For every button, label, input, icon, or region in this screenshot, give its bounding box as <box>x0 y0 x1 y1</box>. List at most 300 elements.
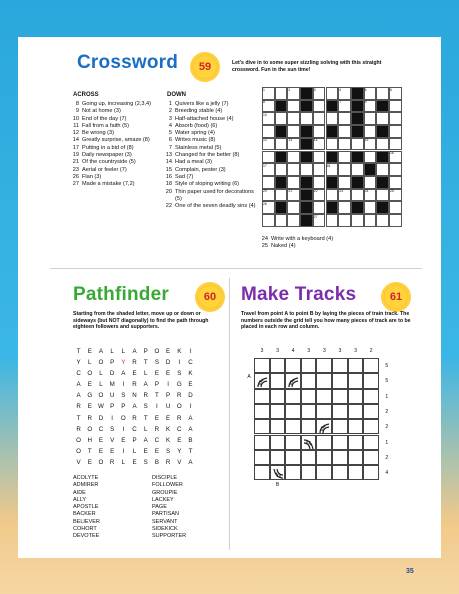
crossword-block <box>351 151 364 164</box>
pathfinder-letter[interactable]: K <box>166 425 171 433</box>
crossword-cell[interactable] <box>313 125 326 138</box>
track-cell[interactable] <box>301 419 317 434</box>
pathfinder-letter[interactable]: R <box>132 414 137 422</box>
crossword-cell[interactable] <box>313 201 326 214</box>
crossword-cell[interactable] <box>313 163 326 176</box>
track-cell[interactable] <box>363 389 379 404</box>
pathfinder-letter[interactable]: C <box>154 436 160 444</box>
crossword-cell[interactable] <box>338 201 351 214</box>
track-cell[interactable] <box>348 435 364 450</box>
pathfinder-letter[interactable]: G <box>87 392 93 400</box>
crossword-cell[interactable] <box>389 100 402 113</box>
crossword-cell[interactable] <box>376 138 389 151</box>
clue-item <box>161 116 260 123</box>
pathfinder-letter[interactable]: L <box>121 348 126 355</box>
crossword-cell[interactable] <box>326 214 339 227</box>
crossword-cell[interactable] <box>326 138 339 151</box>
pathfinder-letter[interactable]: A <box>132 348 137 355</box>
maketracks-title: Make Tracks <box>241 284 357 305</box>
crossword-cell[interactable] <box>338 176 351 189</box>
crossword-block <box>275 176 288 189</box>
track-cell[interactable] <box>254 435 270 450</box>
end-label-b: B <box>275 482 280 489</box>
pathfinder-letter[interactable]: I <box>178 359 181 367</box>
pathfinder-letter[interactable]: B <box>154 458 159 466</box>
pathfinder-letter[interactable]: S <box>121 392 126 400</box>
clue-text: Complain, pester (3) <box>175 166 226 173</box>
pathfinder-letter[interactable]: R <box>165 458 171 466</box>
crossword-block <box>326 125 339 138</box>
track-cell[interactable] <box>348 419 364 434</box>
pathfinder-letter[interactable]: A <box>188 414 193 422</box>
crossword-cell[interactable] <box>262 151 275 164</box>
clue-text: End of the day (7) <box>82 115 127 122</box>
crossword-cell[interactable] <box>338 151 351 164</box>
crossword-cell[interactable] <box>275 138 288 151</box>
track-cell[interactable] <box>270 389 286 404</box>
clue-item <box>68 167 160 174</box>
track-cell[interactable] <box>285 358 301 373</box>
pathfinder-letter[interactable]: Y <box>76 359 81 367</box>
crossword-cell[interactable] <box>389 138 402 151</box>
pathfinder-letter[interactable]: R <box>177 414 182 422</box>
clue-item <box>161 152 260 159</box>
track-cell[interactable] <box>348 450 364 465</box>
pathfinder-row <box>73 401 196 412</box>
track-cell[interactable] <box>254 465 270 480</box>
pathfinder-letter[interactable]: P <box>143 348 148 355</box>
pathfinder-letter[interactable]: S <box>154 359 159 367</box>
pathfinder-letter[interactable]: E <box>87 458 92 466</box>
crossword-cell[interactable] <box>313 151 326 164</box>
crossword-cell[interactable] <box>326 87 342 100</box>
track-cell[interactable] <box>332 450 348 465</box>
clue-number: 3 <box>168 115 172 122</box>
track-cell[interactable] <box>316 450 332 465</box>
pathfinder-letter[interactable]: L <box>99 370 103 378</box>
crossword-cell[interactable] <box>262 125 275 138</box>
track-cell[interactable] <box>316 465 332 480</box>
track-cell[interactable] <box>254 450 270 465</box>
pathfinder-letter[interactable]: L <box>88 359 92 367</box>
pathfinder-letter[interactable]: S <box>143 403 148 411</box>
crossword-cell[interactable] <box>287 100 300 113</box>
pathfinder-word: AIDE <box>73 489 86 496</box>
pathfinder-letter[interactable]: O <box>154 348 160 355</box>
pathfinder-letter[interactable]: L <box>121 458 126 466</box>
clue-item <box>68 174 160 181</box>
pathfinder-letter[interactable]: W <box>98 403 104 411</box>
track-cell[interactable] <box>332 358 348 373</box>
pathfinder-letter[interactable]: T <box>87 447 92 455</box>
pathfinder-letter[interactable]: E <box>166 348 171 355</box>
track-cell[interactable] <box>348 465 364 480</box>
crossword-block <box>300 151 313 164</box>
pathfinder-letter[interactable]: O <box>87 425 93 433</box>
pathfinder-letter[interactable]: L <box>110 348 114 355</box>
track-cell[interactable] <box>285 450 301 465</box>
pathfinder-letter[interactable]: O <box>98 458 104 466</box>
crossword-cell[interactable] <box>351 138 364 151</box>
pathfinder-letter[interactable]: U <box>109 392 115 400</box>
pathfinder-row <box>73 446 196 457</box>
pathfinder-letter[interactable]: E <box>166 370 171 378</box>
crossword-number: 25 <box>390 189 394 194</box>
pathfinder-letter[interactable]: A <box>76 381 81 389</box>
crossword-cell[interactable] <box>376 214 389 227</box>
track-cell[interactable] <box>332 419 348 434</box>
crossword-cell[interactable] <box>376 163 389 176</box>
track-cell[interactable] <box>363 404 379 419</box>
pathfinder-letter[interactable]: S <box>143 458 148 466</box>
pathfinder-letter[interactable]: Y <box>121 359 126 367</box>
pathfinder-letter[interactable]: E <box>154 447 159 455</box>
pathfinder-letter[interactable]: P <box>132 436 137 444</box>
track-cell[interactable] <box>254 358 270 373</box>
pathfinder-letter[interactable]: S <box>110 425 115 433</box>
pathfinder-letter[interactable]: V <box>110 436 115 444</box>
pathfinder-letter[interactable]: P <box>154 381 159 389</box>
clue-number: 18 <box>165 181 172 188</box>
pathfinder-letter[interactable]: I <box>189 348 192 355</box>
track-cell[interactable] <box>316 404 332 419</box>
crossword-cell[interactable] <box>313 100 326 113</box>
crossword-cell[interactable] <box>364 214 377 227</box>
pathfinder-letter[interactable]: O <box>76 447 81 455</box>
pathfinder-letter[interactable]: O <box>76 436 81 444</box>
crossword-number: 8 <box>263 100 265 105</box>
track-cell[interactable] <box>332 404 348 419</box>
pathfinder-letter[interactable]: E <box>98 447 104 455</box>
crossword-cell[interactable] <box>389 163 402 176</box>
pathfinder-letter[interactable]: O <box>87 370 93 378</box>
crossword-cell[interactable] <box>389 176 402 189</box>
crossword-cell[interactable] <box>364 176 377 189</box>
track-cell[interactable] <box>348 373 364 388</box>
clue-number: 25 <box>261 243 268 250</box>
pathfinder-letter[interactable]: E <box>110 447 115 455</box>
crossword-cell[interactable] <box>389 112 402 125</box>
track-cell[interactable] <box>332 389 348 404</box>
clue-text: Putting in a bid of (8) <box>82 144 134 151</box>
track-cell[interactable] <box>332 435 348 450</box>
pathfinder-letter[interactable]: A <box>143 436 148 444</box>
crossword-cell[interactable] <box>287 151 300 164</box>
pathfinder-letter[interactable]: A <box>143 381 148 389</box>
pathfinder-letter[interactable]: O <box>120 414 126 422</box>
pathfinder-letter[interactable]: R <box>76 403 81 411</box>
track-cell[interactable] <box>332 465 348 480</box>
pathfinder-letter[interactable]: R <box>109 458 115 466</box>
crossword-cell[interactable] <box>389 214 402 227</box>
pathfinder-word: BELIEVER <box>73 518 100 525</box>
pathfinder-letter[interactable]: C <box>98 425 104 433</box>
pathfinder-letter[interactable]: D <box>188 392 193 400</box>
track-cell[interactable] <box>270 358 286 373</box>
pathfinder-letter[interactable]: T <box>143 414 148 422</box>
track-cell[interactable] <box>285 389 301 404</box>
crossword-cell[interactable] <box>300 163 313 176</box>
pathfinder-letter[interactable]: V <box>177 458 182 466</box>
track-cell[interactable] <box>348 389 364 404</box>
track-piece-icon <box>318 421 330 433</box>
pathfinder-letter[interactable]: A <box>188 458 193 466</box>
pathfinder-letter[interactable]: K <box>166 436 171 444</box>
pathfinder-letter[interactable]: R <box>177 392 182 400</box>
crossword-cell[interactable] <box>262 176 275 189</box>
crossword-cell[interactable] <box>287 201 300 214</box>
pathfinder-letter[interactable]: P <box>166 392 171 400</box>
pathfinder-letter[interactable]: P <box>121 403 126 411</box>
pathfinder-letter[interactable]: T <box>76 348 81 355</box>
pathfinder-letter[interactable]: Y <box>177 447 182 455</box>
pathfinder-letter[interactable]: E <box>132 458 137 466</box>
words-right <box>152 475 222 541</box>
pathfinder-letter[interactable]: R <box>154 425 160 433</box>
clue-number: 17 <box>72 144 79 151</box>
pathfinder-letter[interactable]: E <box>177 436 182 444</box>
crossword-number: 17 <box>263 163 267 168</box>
crossword-cell[interactable] <box>338 112 351 125</box>
track-cell[interactable] <box>254 389 270 404</box>
pathfinder-letter[interactable]: I <box>122 425 125 433</box>
crossword-cell[interactable] <box>364 201 377 214</box>
pathfinder-letter[interactable]: E <box>188 381 193 389</box>
crossword-cell[interactable] <box>275 112 288 125</box>
track-cell[interactable] <box>285 419 301 434</box>
pathfinder-letter[interactable]: O <box>176 403 182 411</box>
pathfinder-letter[interactable]: I <box>167 381 169 389</box>
pathfinder-letter[interactable]: E <box>98 436 104 444</box>
crossword-cell[interactable] <box>287 125 300 138</box>
crossword-cell[interactable] <box>275 189 288 202</box>
crossword-cell[interactable] <box>376 87 389 100</box>
pathfinder-letter[interactable]: L <box>143 425 148 433</box>
crossword-cell[interactable] <box>287 214 300 227</box>
track-cell[interactable] <box>270 419 286 434</box>
row-count: 5 <box>385 363 389 369</box>
clue-number: 2 <box>168 108 172 115</box>
pathfinder-letter[interactable]: O <box>98 392 104 400</box>
track-cell[interactable] <box>363 435 379 450</box>
track-cell[interactable] <box>254 419 270 434</box>
column-count: 3 <box>354 348 357 354</box>
pathfinder-letter[interactable]: T <box>76 414 81 422</box>
track-piece-icon <box>256 375 268 387</box>
track-cell[interactable] <box>301 373 317 388</box>
crossword-cell[interactable] <box>338 163 351 176</box>
pathfinder-letter[interactable]: E <box>154 414 159 422</box>
crossword-cell[interactable] <box>338 138 351 151</box>
maketracks-badge: 61 <box>383 284 409 310</box>
pathfinder-letter[interactable]: L <box>99 381 103 389</box>
pathfinder-letter[interactable]: G <box>176 381 182 389</box>
pathfinder-letter[interactable]: C <box>188 359 193 367</box>
pathfinder-letter[interactable]: A <box>121 370 126 378</box>
pathfinder-letter[interactable]: I <box>122 381 125 389</box>
track-cell[interactable] <box>270 435 286 450</box>
track-cell[interactable] <box>363 465 379 480</box>
crossword-cell[interactable] <box>275 214 288 227</box>
track-cell[interactable] <box>301 404 317 419</box>
pathfinder-letter[interactable]: C <box>132 425 137 433</box>
pathfinder-letter[interactable]: M <box>109 381 115 389</box>
crossword-cell[interactable] <box>376 189 389 202</box>
pathfinder-letter[interactable]: R <box>87 414 93 422</box>
across-clues <box>68 101 160 189</box>
crossword-cell[interactable] <box>275 87 291 100</box>
crossword-cell[interactable] <box>287 112 300 125</box>
pathfinder-letter[interactable]: S <box>166 447 171 455</box>
pathfinder-letter[interactable]: D <box>98 414 104 422</box>
pathfinder-letter[interactable]: K <box>177 348 182 355</box>
crossword-cell[interactable] <box>300 112 313 125</box>
track-cell[interactable] <box>285 435 301 450</box>
track-piece-icon <box>287 375 299 387</box>
crossword-cell[interactable] <box>338 125 351 138</box>
clue-text: Writes music (8) <box>175 137 216 144</box>
track-cell[interactable] <box>363 373 379 388</box>
track-cell[interactable] <box>301 389 317 404</box>
track-cell[interactable] <box>270 450 286 465</box>
crossword-cell[interactable] <box>364 112 377 125</box>
track-cell[interactable] <box>316 358 332 373</box>
pathfinder-letter[interactable]: T <box>143 359 148 367</box>
pathfinder-letter[interactable]: S <box>177 370 182 378</box>
crossword-cell[interactable] <box>389 201 402 214</box>
pathfinder-letter[interactable]: A <box>188 425 193 433</box>
pathfinder-letter[interactable]: R <box>143 392 148 400</box>
pathfinder-word: PARTISAN <box>152 511 179 518</box>
pathfinder-letter[interactable]: I <box>122 447 125 455</box>
pathfinder-letter[interactable]: U <box>165 403 171 411</box>
crossword-cell[interactable] <box>313 112 326 125</box>
crossword-cell[interactable] <box>364 125 377 138</box>
crossword-cell[interactable] <box>287 163 300 176</box>
clue-item <box>68 145 160 152</box>
clue-item <box>257 236 407 243</box>
pathfinder-grid <box>73 346 196 468</box>
pathfinder-letter[interactable]: R <box>132 359 137 367</box>
pathfinder-letter[interactable]: V <box>76 458 81 466</box>
down-clues <box>161 101 260 210</box>
pathfinder-letter[interactable]: P <box>110 403 115 411</box>
pathfinder-letter[interactable]: L <box>132 447 137 455</box>
track-cell[interactable] <box>301 450 317 465</box>
pathfinder-letter[interactable]: C <box>177 425 182 433</box>
pathfinder-letter[interactable]: P <box>110 359 115 367</box>
track-cell[interactable] <box>301 465 317 480</box>
pathfinder-letter[interactable]: A <box>98 348 104 355</box>
pathfinder-letter[interactable]: E <box>121 436 126 444</box>
track-cell[interactable] <box>316 389 332 404</box>
crossword-cell[interactable] <box>376 112 389 125</box>
crossword-cell[interactable] <box>326 112 339 125</box>
track-cell[interactable] <box>316 373 332 388</box>
crossword-cell[interactable] <box>275 163 288 176</box>
pathfinder-letter[interactable]: T <box>188 447 193 455</box>
pathfinder-letter[interactable]: N <box>132 392 137 400</box>
pathfinder-letter[interactable]: A <box>132 403 137 411</box>
pathfinder-letter[interactable]: R <box>132 381 137 389</box>
pathfinder-letter[interactable]: E <box>166 414 171 422</box>
crossword-block <box>300 125 313 138</box>
pathfinder-letter[interactable]: T <box>155 392 159 400</box>
track-cell[interactable] <box>254 404 270 419</box>
pathfinder-letter[interactable]: H <box>87 436 93 444</box>
pathfinder-row <box>73 379 196 390</box>
column-count: 3 <box>276 348 279 354</box>
crossword-cell[interactable] <box>326 189 339 202</box>
pathfinder-word: ALLY <box>73 496 87 503</box>
pathfinder-letter[interactable]: I <box>189 403 192 411</box>
track-cell[interactable] <box>348 404 364 419</box>
pathfinder-letter[interactable]: E <box>154 370 159 378</box>
clue-item <box>161 108 260 115</box>
crossword-cell[interactable] <box>287 176 300 189</box>
crossword-cell[interactable] <box>338 214 351 227</box>
clue-item <box>161 203 260 210</box>
track-cell[interactable] <box>270 404 286 419</box>
crossword-number: 27 <box>313 214 318 219</box>
track-cell[interactable] <box>363 450 379 465</box>
pathfinder-letter[interactable]: R <box>76 425 81 433</box>
crossword-number: 20 <box>263 189 267 194</box>
clue-number: 23 <box>72 166 79 173</box>
pathfinder-letter[interactable]: D <box>109 370 115 378</box>
pathfinder-letter[interactable]: D <box>165 359 171 367</box>
crossword-cell[interactable] <box>313 176 326 189</box>
track-cell[interactable] <box>316 435 332 450</box>
row-count: 4 <box>385 470 389 477</box>
clue-item <box>68 116 160 123</box>
pathfinder-letter[interactable]: B <box>188 436 193 444</box>
track-cell[interactable] <box>363 358 379 373</box>
pathfinder-letter[interactable]: E <box>87 348 92 355</box>
crossword-cell[interactable] <box>351 163 364 176</box>
crossword-cell[interactable] <box>364 151 377 164</box>
pathfinder-letter[interactable]: L <box>143 370 148 378</box>
crossword-cell[interactable] <box>351 214 364 227</box>
pathfinder-letter[interactable]: E <box>87 381 92 389</box>
pathfinder-letter[interactable]: I <box>111 414 114 422</box>
clue-item <box>68 159 160 166</box>
crossword-block <box>300 214 313 227</box>
clue-text: Quivers like a jelly (7) <box>175 101 229 107</box>
crossword-number: 23 <box>339 189 343 194</box>
pathfinder-letter[interactable]: E <box>143 447 148 455</box>
track-cell[interactable] <box>301 358 317 373</box>
crossword-number: 9 <box>364 100 367 105</box>
pathfinder-letter[interactable]: O <box>98 359 104 367</box>
track-cell[interactable] <box>363 419 379 434</box>
pathfinder-letter[interactable]: E <box>132 370 137 378</box>
pathfinder-letter[interactable]: C <box>76 370 81 378</box>
pathfinder-letter[interactable]: A <box>76 392 81 400</box>
crossword-cell[interactable] <box>389 125 402 138</box>
track-cell[interactable] <box>285 465 301 480</box>
pathfinder-letter[interactable]: K <box>188 370 193 378</box>
pathfinder-letter[interactable]: E <box>87 403 92 411</box>
crossword-cell[interactable] <box>351 189 364 202</box>
track-cell[interactable] <box>285 404 301 419</box>
track-cell[interactable] <box>270 373 286 388</box>
crossword-number: 15 <box>364 138 369 143</box>
track-cell[interactable] <box>348 358 364 373</box>
track-cell[interactable] <box>332 373 348 388</box>
pathfinder-letter[interactable]: I <box>156 403 158 411</box>
crossword-cell[interactable] <box>262 214 275 227</box>
